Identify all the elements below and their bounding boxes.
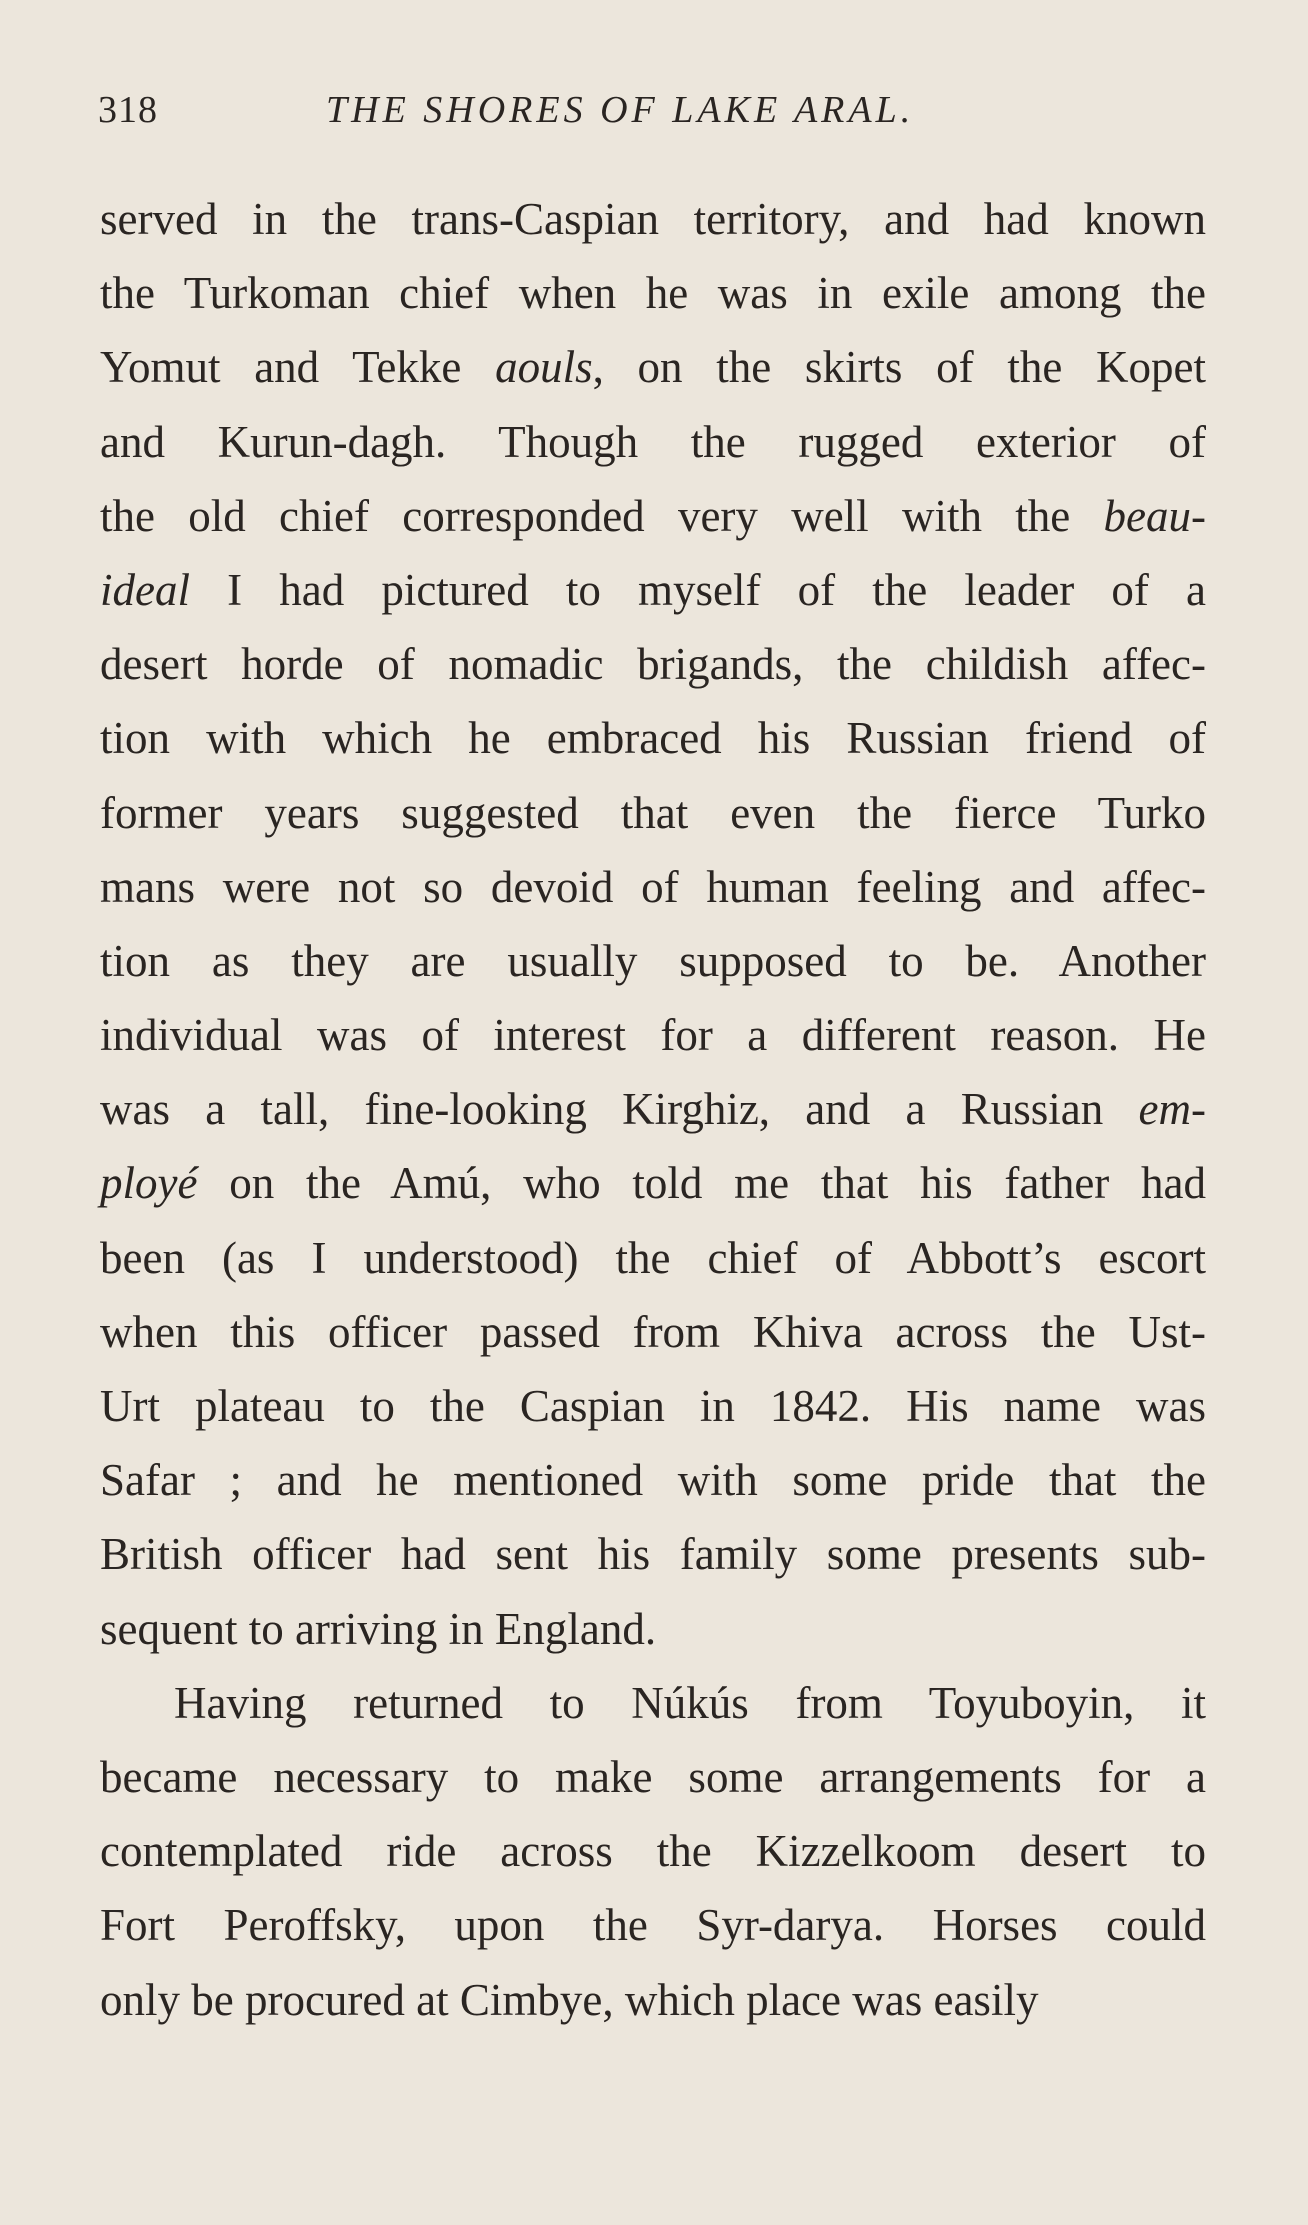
- text-line: [100, 1740, 1206, 1814]
- text-segment: the old chief corresponded very well with the: [100, 490, 1104, 541]
- text-segment: Urt plateau to the Caspian in 1842. His name was: [100, 1381, 1206, 1431]
- text-segment: served in the trans-Caspian territory, and had known: [100, 194, 1206, 244]
- text-line: [100, 1146, 1206, 1220]
- text-segment: Safar ; and he mentioned with some pride that the: [100, 1455, 1206, 1506]
- text-segment: , on the skirts of the Kopet: [592, 342, 1206, 393]
- text-line: [100, 256, 1206, 330]
- italic-text: ployé: [100, 1158, 198, 1209]
- page-header: [0, 88, 1308, 148]
- text-line: [100, 1888, 1206, 1962]
- text-segment: mans were not so devoid of human feeling and affec-: [100, 861, 1206, 912]
- text-line: [100, 1369, 1206, 1443]
- text-line: [100, 1443, 1206, 1517]
- text-segment: tion with which he embraced his Russian friend of: [100, 713, 1206, 764]
- text-segment: British officer had sent his family some presents sub-: [100, 1529, 1206, 1580]
- text-line: [100, 1963, 1206, 2037]
- text-line: [100, 1592, 1206, 1666]
- body-text: [100, 182, 1206, 2037]
- text-line: [100, 405, 1206, 479]
- italic-text: em-: [1138, 1084, 1206, 1135]
- text-line: [100, 998, 1206, 1072]
- text-segment: Having returned to Núkús from Toyuboyin, it: [174, 1677, 1206, 1728]
- text-segment: and Kurun-dagh. Though the rugged exterior of: [100, 416, 1206, 467]
- text-line: [100, 1221, 1206, 1295]
- text-segment: sequent to arriving in England.: [100, 1603, 657, 1654]
- text-segment: Yomut and Tekke: [100, 342, 496, 393]
- text-segment: been (as I understood) the chief of Abbott’s escort: [100, 1232, 1206, 1283]
- text-segment: individual was of interest for a different reason. He: [100, 1010, 1206, 1061]
- text-line: [100, 701, 1206, 775]
- italic-text: aouls: [495, 342, 593, 393]
- text-line: [100, 850, 1206, 924]
- text-segment: Fort Peroffsky, upon the Syr-darya. Horses could: [100, 1900, 1206, 1951]
- text-segment: on the Amú, who told me that his father had: [197, 1158, 1206, 1209]
- italic-text: beau-: [1103, 490, 1206, 541]
- text-segment: contemplated ride across the Kizzelkoom desert to: [100, 1826, 1206, 1877]
- text-line: [100, 553, 1206, 627]
- text-segment: when this officer passed from Khiva across the Ust-: [100, 1306, 1206, 1357]
- text-line: [100, 330, 1206, 404]
- text-line: [100, 776, 1206, 850]
- page-number: 318: [98, 89, 158, 131]
- text-segment: the Turkoman chief when he was in exile among the: [100, 268, 1206, 319]
- text-segment: tion as they are usually supposed to be. Another: [100, 935, 1206, 986]
- text-segment: former years suggested that even the fierce Turko: [100, 787, 1206, 838]
- text-line: [100, 479, 1206, 553]
- running-head-title: THE SHORES OF LAKE ARAL.: [326, 89, 915, 131]
- text-line: [100, 1517, 1206, 1591]
- text-segment: was a tall, fine-looking Kirghiz, and a Russian: [100, 1084, 1139, 1135]
- text-segment: desert horde of nomadic brigands, the childish affec-: [100, 639, 1206, 690]
- italic-text: ideal: [100, 564, 190, 615]
- text-line: [100, 182, 1206, 256]
- text-segment: became necessary to make some arrangements for a: [100, 1751, 1206, 1802]
- text-segment: only be procured at Cimbye, which place was easily: [100, 1974, 1039, 2025]
- text-line: [100, 1666, 1206, 1740]
- text-line: [100, 1814, 1206, 1888]
- text-line: [100, 1295, 1206, 1369]
- text-line: [100, 924, 1206, 998]
- text-line: [100, 627, 1206, 701]
- text-segment: I had pictured to myself of the leader of a: [189, 564, 1206, 615]
- text-line: [100, 1072, 1206, 1146]
